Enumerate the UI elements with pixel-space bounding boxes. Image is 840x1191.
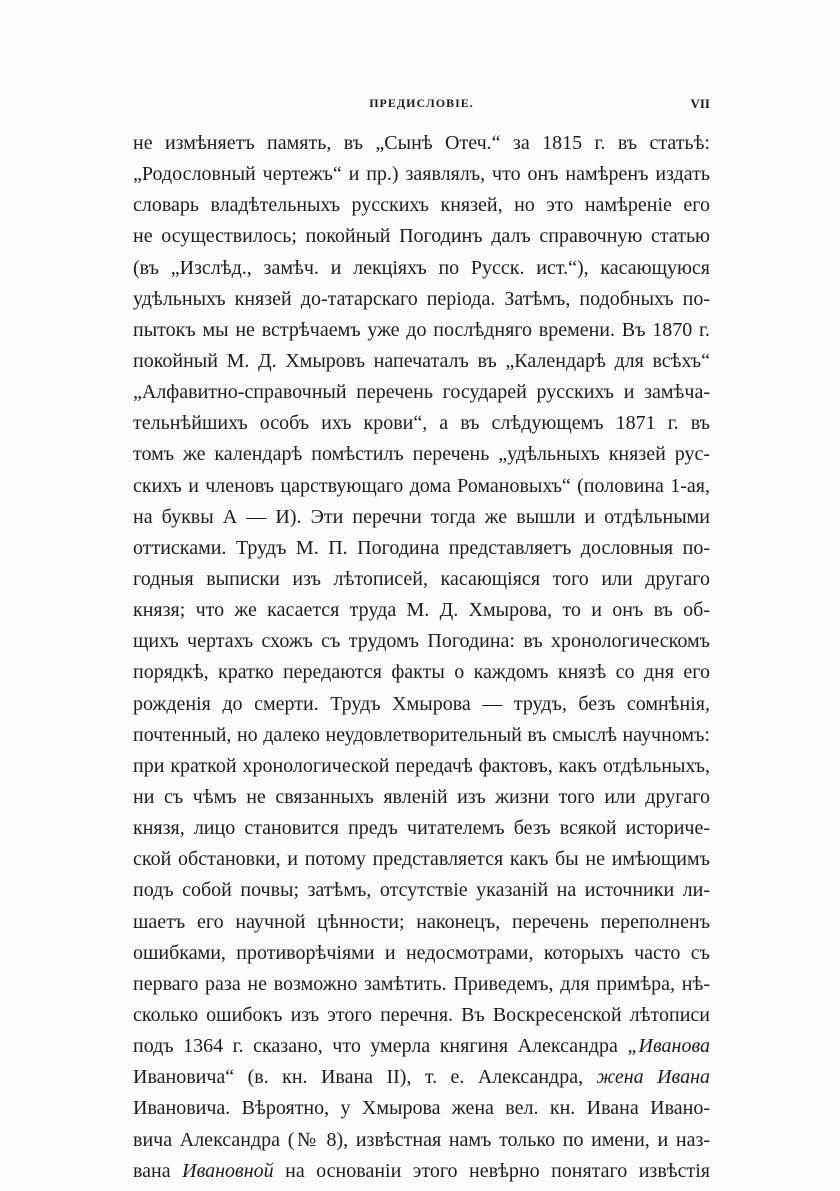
text-line: не измѣняетъ память, въ „Сынѣ Отеч.“ за 1815 г. въ статьѣ: [133,132,710,154]
text-line: оттисками. Трудъ М. П. Погодина представляетъ дословныя по- [133,536,710,559]
italic-fragment: жена Ивана [596,1066,710,1089]
text-line: почтенный, но далеко неудовлетворительный въ смыслѣ научномъ: [133,723,710,746]
text-line: (въ „Изслѣд., замѣч. и лекціяхъ по Русск. ист.“), касающуюся [133,256,710,279]
text-line: подъ собой почвы; затѣмъ, отсутствіе указаній на источники ли- [133,879,710,902]
text-line: ошибками, противорѣчіями и недосмотрами, которыхъ часто съ [133,941,710,964]
text-line: удѣльныхъ князей до-татарскаго періода. Затѣмъ, подобныхъ по- [133,287,710,310]
text-line: скихъ и членовъ царствующаго дома Романовыхъ“ (половина 1-ая, [133,474,710,497]
text-line: щихъ чертахъ схожъ съ трудомъ Погодина: въ хронологическомъ [133,630,710,653]
text-line: годныя выписки изъ лѣтописей, касающіяся того или другаго [133,567,710,590]
text-line: Ивановича. Вѣроятно, у Хмырова жена вел. кн. Ивана Ивано- [133,1097,710,1120]
text-line: князя, лицо становится предъ читателемъ безъ всякой историче- [133,817,710,840]
text-line: перваго раза не возможно замѣтить. Приведемъ, для примѣра, нѣ- [133,972,710,995]
text-line: ни съ чѣмъ не связанныхъ явленій изъ жизни того или другаго [133,785,710,808]
page-number: VII [690,96,710,111]
text-fragment: вана [133,1159,171,1182]
text-line-with-italic [133,1062,710,1093]
text-line: томъ же календарѣ помѣстилъ перечень „удѣльныхъ князей рус- [133,443,710,466]
running-title: ПРЕДИСЛОВІЕ. [369,96,474,110]
text-line: рожденія до смерти. Трудъ Хмырова — трудъ, безъ сомнѣнія, [133,692,710,715]
text-fragment: подъ 1364 г. сказано, что умерла княгиня Александра [133,1035,618,1058]
text-line-with-italic [133,1031,710,1062]
text-line: шаетъ его научной цѣнности; наконецъ, перечень переполненъ [133,910,710,933]
text-line: ской обстановки, и потому представляется какъ бы не имѣющимъ [133,848,710,871]
text-line: не осуществилось; покойный Погодинъ далъ справочную статью [133,225,710,248]
text-line: вича Александра (№ 8), извѣстная намъ только по имени, и наз- [133,1128,710,1151]
text-line: словарь владѣтельныхъ русскихъ князей, но это намѣреніе его [133,194,710,217]
italic-fragment: Ивановной [182,1159,274,1182]
body-text [133,128,710,1187]
text-line: пытокъ мы не встрѣчаемъ уже до послѣдняго времени. Въ 1870 г. [133,318,710,341]
text-line: сколько ошибокъ изъ этого перечня. Въ Воскресенской лѣтописи [133,1003,710,1026]
text-line: покойный М. Д. Хмыровъ напечаталъ въ „Календарѣ для всѣхъ“ [133,349,710,372]
text-line: „Родословный чертежъ“ и пр.) заявлялъ, что онъ намѣренъ издать [133,163,710,186]
text-fragment: Ивановича“ (в. кн. Ивана II), т. е. Александра, [133,1066,584,1089]
text-line: тельнѣйшихъ особъ ихъ крови“, а въ слѣдующемъ 1871 г. въ [133,412,710,435]
italic-fragment: „Иванова [627,1035,711,1058]
text-line: на буквы А — И). Эти перечни тогда же вышли и отдѣльными [133,505,710,528]
text-line: князя; что же касается труда М. Д. Хмырова, то и онъ въ об- [133,599,710,622]
page-header [133,96,710,118]
text-line: „Алфавитно-справочный перечень государей русскихъ и замѣча- [133,381,710,404]
text-fragment: на основаніи этого невѣрно понятаго извѣстія [285,1159,711,1182]
text-line-with-italic [133,1156,710,1187]
text-line: порядкѣ, кратко передаются факты о каждомъ князѣ со дня его [133,661,710,684]
text-line: при краткой хронологической передачѣ фактовъ, какъ отдѣльныхъ, [133,754,710,777]
